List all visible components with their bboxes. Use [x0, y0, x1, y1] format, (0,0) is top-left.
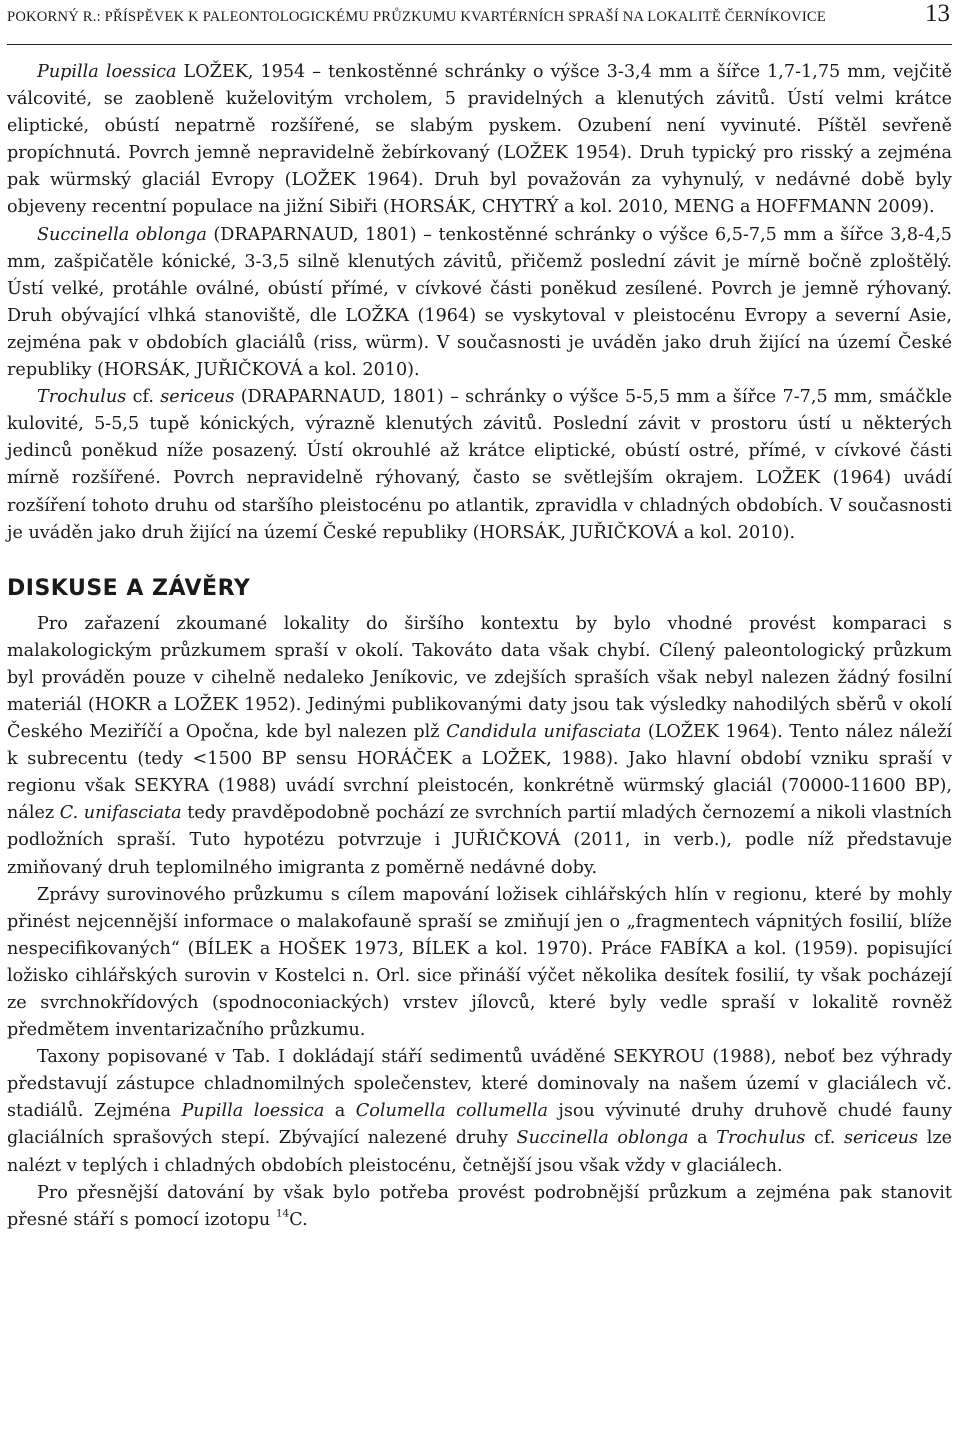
discussion-paragraph-1 [7, 611, 952, 882]
species-name: Columella collumella [355, 1101, 548, 1122]
species-cf: cf. [805, 1128, 844, 1149]
text-run: Taxony popisované v Tab. I dokládají stáří sedimentů uváděné SEKYROU (1988), neboť bez výhrady představují zástupce chladnomilných společenstev, které dominovaly na našem území v glaciálech vč. stadiálů. Zejména [7, 1047, 952, 1122]
species-succinella-oblonga [7, 222, 952, 385]
species-name: Candidula unifasciata [446, 722, 642, 743]
species-genus: Trochulus [37, 387, 127, 408]
text-run: Pro přesnější datování by však bylo potřeba provést podrobnější průzkum a zejména pak stanovit přesné stáří s pomocí izotopu [7, 1182, 952, 1230]
text-run: Pro zařazení zkoumané lokality do širšího kontextu by bylo vhodné provést komparaci s malakologickým průzkumem spraší v okolí. Takováto data však chybí. Cílený paleontologický průzkum byl prováděn pouze v cihelně nedaleko Jeníkovic, ve zdejších spraších však nebyl nalezen žádný fosilní materiál (HOKR a LOŽEK 1952). Jedinými publikovanými daty jsou tak výsledky nahodilých sběrů v okolí Českého Meziříčí a Opočna, kde byl nalezen plž [7, 613, 952, 743]
species-name: Succinella oblonga [516, 1128, 689, 1149]
species-epithet: sericeus [843, 1128, 919, 1149]
species-name: Pupilla loessica [181, 1101, 325, 1122]
running-header [7, 0, 952, 45]
species-epithet: sericeus [160, 387, 235, 408]
page-number: 13 [925, 0, 950, 27]
section-heading-discussion: DISKUSE A ZÁVĚRY [7, 575, 251, 601]
species-trochulus-sericeus [7, 384, 952, 547]
species-description: (DRAPARNAUD, 1801) – schránky o výšce 5-5,5 mm a šířce 7-7,5 mm, smáčkle kulovité, 5-5,5 tupě kónických, výrazně klenutých závitů. Poslední závit v prostoru ústí u některých jedinců poněkud níže posazený. Ústí okrouhlé až krátce eliptické, obústí ostré, přímé, v cívkové části mírně rozšířené. Povrch nepravidelně rýhovaný, často se světlejším okrajem. LOŽEK (1964) uvádí rozšíření tohoto druhu od staršího pleistocénu po atlantik, zpravidla v chladných obdobích. V současnosti je uváděn jako druh žijící na území České republiky (HORSÁK, JUŘIČKOVÁ a kol. 2010). [7, 387, 953, 543]
text-run: tedy pravděpodobně pochází ze svrchních partií mladých černozemí a nikoli vlastních podložních spraší. Tuto hypotézu potvrzuje i JUŘIČKOVÁ (2011, in verb.), podle níž představuje zmiňovaný druh teplomilného imigranta z poměrně nedávné doby. [7, 803, 952, 878]
text-run: (LOŽEK 1964). Tento nález náleží k subrecentu (tedy <1500 BP sensu HORÁČEK a LOŽEK, 1988). Jako hlavní období vzniku spraší v regionu však SEKYRA (1988) uvádí svrchní pleistocén, konkrétně würmský glaciál (70000-11600 BP), nález [7, 722, 952, 824]
text-run: a [324, 1101, 356, 1122]
species-name: C. unifasciata [59, 803, 182, 824]
discussion-paragraph-2: Zprávy surovinového průzkumu s cílem mapování ložisek cihlářských hlín v regionu, které by mohly přinést nejcennější informace o malakofauně spraší se zmiňují jen o „fragmentech vápnitých fosilií, blíže nespecifikovaných“ (BÍLEK a HOŠEK 1973, BÍLEK a kol. 1970). Práce FABÍKA a kol. (1959). popisující ložisko cihlářských surovin v Kostelci n. Orl. sice přináší výčet několika desítek fosilií, ty však pocházejí ze svrchnokřídových (spodnoconiackých) vrstev jílovců, které byly vedle spraší v lokalitě rovněž předmětem inventarizačního průzkumu. [7, 884, 952, 1041]
species-genus: Trochulus [716, 1128, 806, 1149]
species-pupilla-loessica [7, 59, 952, 222]
discussion-paragraph-3 [7, 1044, 952, 1179]
text-run: jsou vývinuté druhy druhově chudé fauny glaciálních sprašových stepí. Zbývající nalezené druhy [7, 1101, 952, 1149]
text-run: a [688, 1128, 717, 1149]
species-description: (DRAPARNAUD, 1801) – tenkostěnné schránky o výšce 6,5-7,5 mm a šířce 3,8-4,5 mm, zašpičatěle kónické, 3-3,5 silně klenutých závitů, přičemž poslední závit je mírně bočně zploštělý. Ústí velké, protáhle oválné, obústí přímé, v cívkové části poněkud zesílené. Povrch je jemně rýhovaný. Druh obývající vlhká stanoviště, dle LOŽKA (1964) se vyskytoval v pleistocénu Evropy a severní Asie, zejména pak v obdobích glaciálů (riss, würm). V současnosti je uváděn jako druh žijící na území České republiky (HORSÁK, JUŘIČKOVÁ a kol. 2010). [7, 224, 952, 381]
species-name: Succinella oblonga [37, 224, 207, 245]
running-title: POKORNÝ R.: PŘÍSPĚVEK K PALEONTOLOGICKÉMU PRŮZKUMU KVARTÉRNÍCH SPRAŠÍ NA LOKALITĚ ČERNÍKOVICE [7, 9, 826, 25]
isotope-superscript: 14 [275, 1207, 290, 1220]
species-description: LOŽEK, 1954 – tenkostěnné schránky o výšce 3-3,4 mm a šířce 1,7-1,75 mm, vejčitě válcovité, se zaobleně kuželovitým vrcholem, 5 pravidelných a klenutých závitů. Ústí velmi krátce eliptické, obústí nepatrně rozšířené, se slabým pyskem. Ozubení není vyvinuté. Píštěl sevřeně propíchnutá. Povrch jemně nepravidelně žebírkovaný (LOŽEK 1954). Druh typický pro risský a zejména pak würmský glaciál Evropy (LOŽEK 1964). Druh byl považován za vyhynulý, v nedávné době byly objeveny recentní populace na jižní Sibiři (HORSÁK, CHYTRÝ a kol. 2010, MENG a HOFFMANN 2009). [7, 62, 952, 218]
species-name: Pupilla loessica [37, 62, 177, 82]
text-run: C. [289, 1209, 308, 1230]
text-run: lze nalézt v teplých i chladných obdobích pleistocénu, četnější jsou však vždy v glaciálech. [7, 1128, 952, 1176]
discussion-paragraph-4 [7, 1180, 952, 1234]
body-text [7, 59, 952, 1234]
species-cf: cf. [132, 387, 154, 408]
